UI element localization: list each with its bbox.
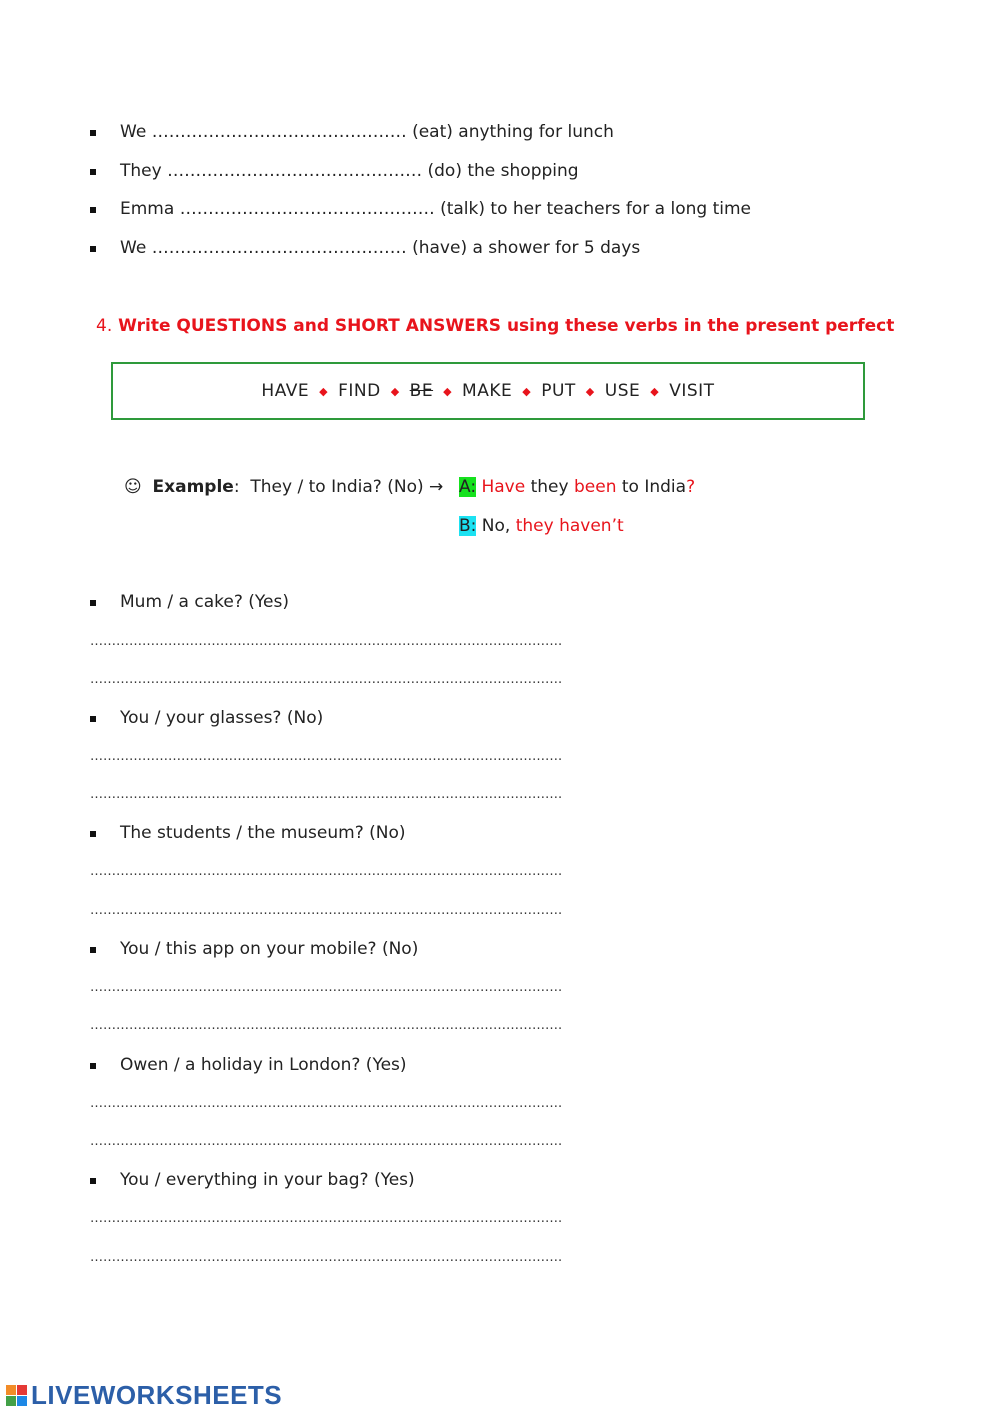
subject: They [120,161,162,181]
logo-square [6,1396,16,1406]
diamond-icon: ◆ [443,384,453,398]
smiley-icon: ☺ [124,477,142,497]
verb-find: FIND [338,381,381,401]
logo-icon [6,1385,27,1406]
answer-line[interactable]: ………………………………………………………………………………………………. [90,1250,563,1265]
diamond-icon: ◆ [522,384,532,398]
subject: Emma [120,199,175,219]
answer-line[interactable]: ………………………………………………………………………………………………. [90,749,563,764]
answer-line[interactable]: ………………………………………………………………………………………………. [90,1096,563,1111]
arrow-icon: → [429,477,444,497]
bullet [90,1178,96,1184]
bullet [90,600,96,606]
subject: We [120,238,147,258]
verb-box [111,362,865,420]
answer-line[interactable]: ………………………………………………………………………………………………. [90,980,563,995]
bullet [90,169,96,175]
verb-use: USE [604,381,641,401]
section-heading [96,316,894,336]
answer-line[interactable]: ………………………………………………………………………………………………. [90,1018,563,1033]
bullet [90,947,96,953]
bullet [90,1063,96,1069]
question-6: You / everything in your bag? (Yes) [120,1170,415,1190]
answer-line[interactable]: ………………………………………………………………………………………………. [90,864,563,879]
fill-sentence-1 [120,122,614,142]
sentence-rest: (do) the shopping [427,161,579,181]
fill-sentence-3 [120,199,751,219]
answer-line[interactable]: ………………………………………………………………………………………………. [90,634,563,649]
section-number: 4. [96,316,113,336]
answer-a-label: A: [459,477,477,497]
example-line: ☺ Example: They / to India? (No) → [124,477,444,497]
question-4: You / this app on your mobile? (No) [120,939,419,959]
fill-sentence-2 [120,161,579,181]
logo-square [17,1396,27,1406]
verb-have: HAVE [261,381,310,401]
answer-blank[interactable]: ……………………………………… [151,238,407,258]
verb-put: PUT [541,381,576,401]
verb-make: MAKE [462,381,513,401]
diamond-icon: ◆ [650,384,660,398]
example-prompt: They / to India? (No) [250,477,424,497]
answer-blank[interactable]: ……………………………………… [167,161,423,181]
fill-sentence-4 [120,238,640,258]
answer-blank[interactable]: ……………………………………… [179,199,435,219]
question-1: Mum / a cake? (Yes) [120,592,289,612]
example-answer-a: A: Have they been to India? [459,477,696,497]
diamond-icon: ◆ [390,384,400,398]
logo-square [6,1385,16,1395]
question-3: The students / the museum? (No) [120,823,406,843]
sentence-rest: (eat) anything for lunch [412,122,614,142]
answer-blank[interactable]: ……………………………………… [151,122,407,142]
liveworksheets-logo [6,1380,282,1411]
verb-be-struck: BE [409,381,434,401]
sentence-rest: (have) a shower for 5 days [412,238,641,258]
example-label: Example [152,477,234,497]
subject: We [120,122,147,142]
answer-line[interactable]: ………………………………………………………………………………………………. [90,787,563,802]
bullet [90,246,96,252]
bullet [90,130,96,136]
answer-line[interactable]: ………………………………………………………………………………………………. [90,1211,563,1226]
verb-visit: VISIT [669,381,715,401]
diamond-icon: ◆ [585,384,595,398]
answer-line[interactable]: ………………………………………………………………………………………………. [90,672,563,687]
logo-square [17,1385,27,1395]
answer-line[interactable]: ………………………………………………………………………………………………. [90,1134,563,1149]
question-5: Owen / a holiday in London? (Yes) [120,1055,407,1075]
section-title: Write QUESTIONS and SHORT ANSWERS using these verbs in the present perfect [118,316,895,336]
bullet [90,207,96,213]
diamond-icon: ◆ [319,384,329,398]
answer-line[interactable]: ………………………………………………………………………………………………. [90,903,563,918]
bullet [90,716,96,722]
answer-b-label: B: [459,516,477,536]
sentence-rest: (talk) to her teachers for a long time [440,199,751,219]
example-answer-b: B: No, they haven’t [459,516,624,536]
question-2: You / your glasses? (No) [120,708,324,728]
logo-text: LIVEWORKSHEETS [31,1380,283,1410]
bullet [90,831,96,837]
